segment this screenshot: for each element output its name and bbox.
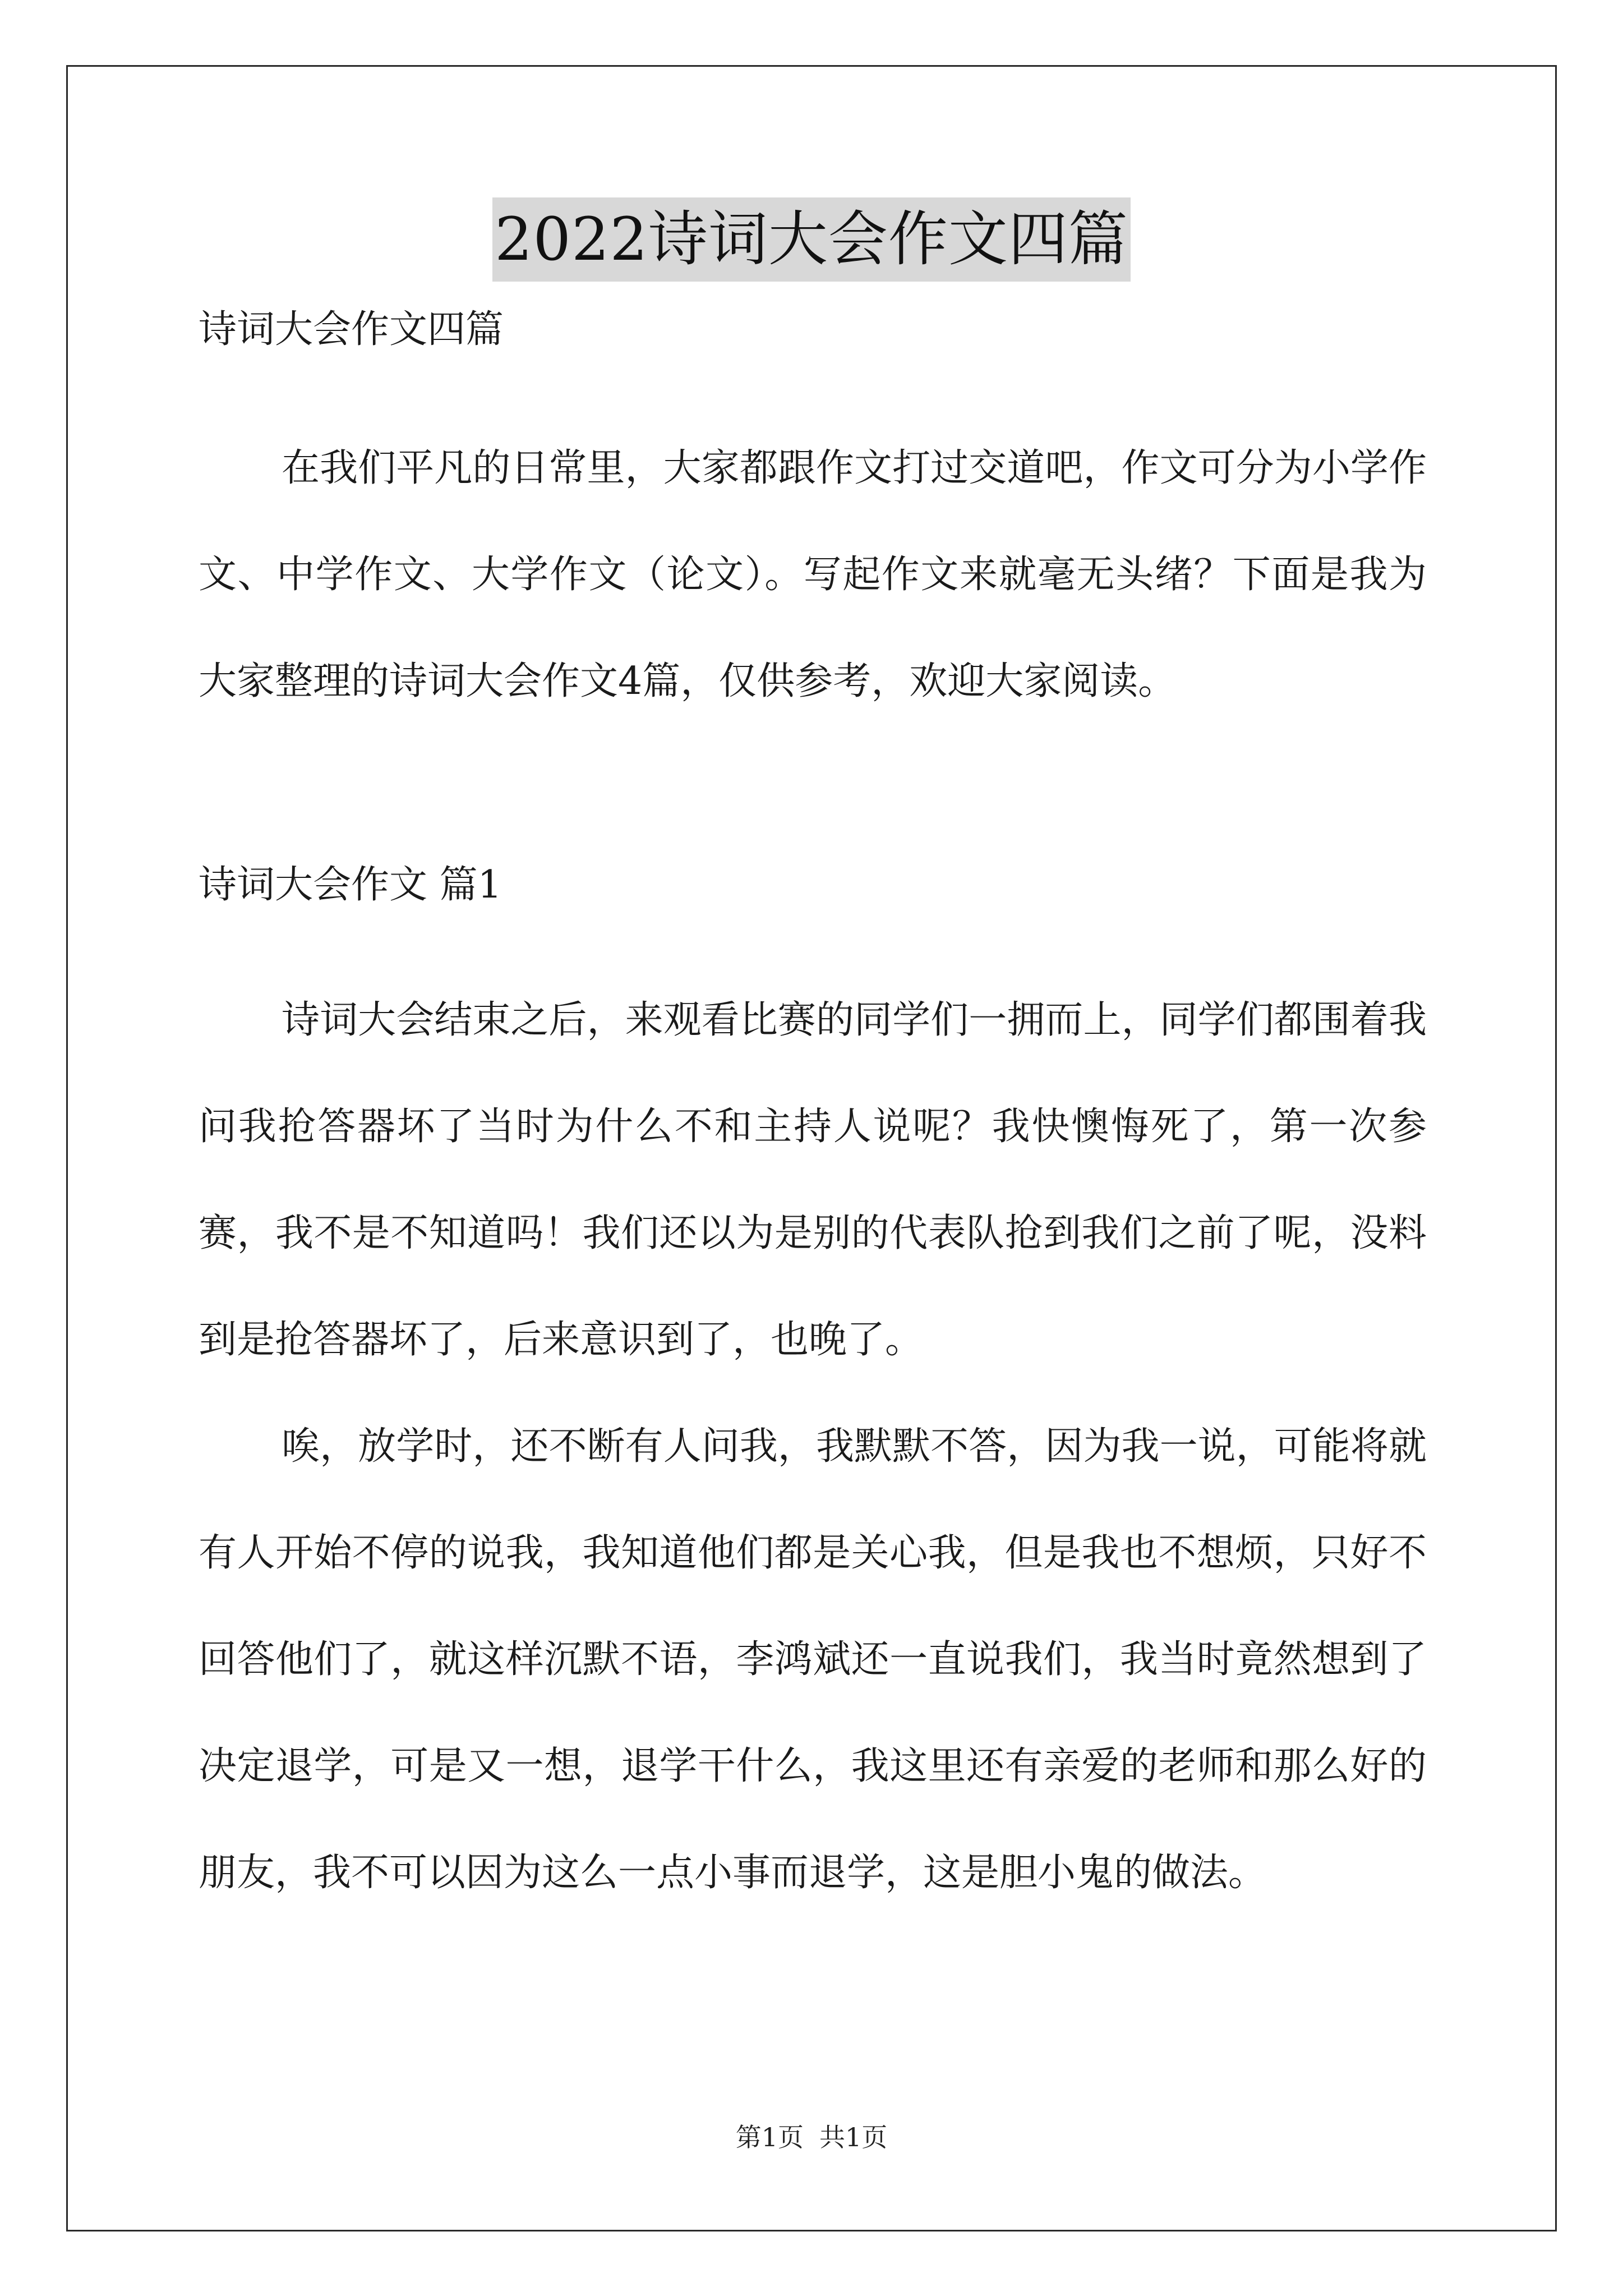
section-heading: 诗词大会作文 篇1 xyxy=(199,863,502,907)
intro-paragraph: 在我们平凡的日常里，大家都跟作文打过交道吧，作文可分为小学作文、中学作文、大学作文（论文）。写起作文来就毫无头绪？下面是我为大家整理的诗词大会作文4篇，仅供参考，欢迎大家阅读。 xyxy=(199,446,1427,703)
document-subtitle: 诗词大会作文四篇 xyxy=(199,307,504,352)
document-body xyxy=(199,303,1427,1926)
page-number-total: 共1页 xyxy=(819,2122,888,2152)
document-title: 2022诗词大会作文四篇 xyxy=(492,197,1131,282)
title-container xyxy=(0,197,1623,282)
body-paragraph-1: 诗词大会结束之后，来观看比赛的同学们一拥而上，同学们都围着我问我抢答器坏了当时为什么不和主持人说呢？我快懊悔死了，第一次参赛，我不是不知道吗！我们还以为是别的代表队抢到我们之前了呢，没料到是抢答器坏了，后来意识到了，也晚了。 xyxy=(199,998,1427,1362)
body-paragraph-2: 唉，放学时，还不断有人问我，我默默不答，因为我一说，可能将就有人开始不停的说我，我知道他们都是关心我，但是我也不想烦，只好不回答他们了，就这样沉默不语，李鸿斌还一直说我们，我当时竟然想到了决定退学，可是又一想，退学干什么，我这里还有亲爱的老师和那么好的朋友，我不可以因为这么一点小事而退学，这是胆小鬼的做法。 xyxy=(199,1424,1427,1895)
page-number-current: 第1页 xyxy=(735,2122,804,2152)
page-footer xyxy=(0,2120,1623,2154)
